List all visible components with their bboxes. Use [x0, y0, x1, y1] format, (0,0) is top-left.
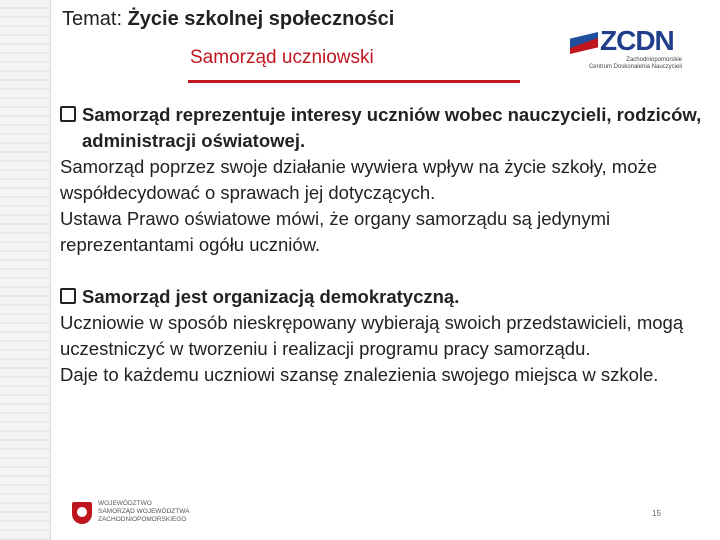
voivodeship-logo: [72, 500, 212, 526]
page-number: 15: [652, 509, 661, 518]
bullet-text-1: Samorząd reprezentuje interesy uczniów wobec nauczycieli, rodziców, administracji oświatowej.: [82, 104, 702, 151]
title-prefix: Temat:: [62, 8, 128, 30]
slide-content: [60, 102, 715, 388]
checkbox-bullet-icon: [60, 288, 76, 304]
bullet-heading-1: [60, 102, 715, 154]
decorative-side-strip: [0, 0, 51, 540]
zcdn-flag-icon: [570, 32, 598, 54]
paragraph-1: Samorząd poprzez swoje działanie wywiera wpływ na życie szkoły, może współdecydować o sprawach jej dotyczących.: [60, 156, 658, 203]
bullet-heading-2: [60, 284, 715, 310]
page-title: [62, 8, 394, 31]
footer-line-3: ZACHODNIOPOMORSKIEGO: [98, 516, 187, 523]
footer-line-2: SAMORZĄD WOJEWÓDZTWA: [98, 508, 190, 515]
voivodeship-logo-text: [98, 500, 189, 524]
paragraph-3: Uczniowie w sposób nieskrępowany wybierają swoich przedstawicieli, mogą uczestniczyć w tworzeniu i realizacji programu pracy samorządu.: [60, 312, 684, 359]
zcdn-logo-subtitle: [570, 57, 682, 71]
title-divider: [188, 80, 520, 83]
checkbox-bullet-icon: [60, 106, 76, 122]
zcdn-subtitle-line1: Zachodniopomorskie: [626, 57, 682, 63]
zcdn-logo-text: ZCDN: [600, 25, 674, 56]
zcdn-logo: [570, 26, 682, 74]
spacer: [60, 258, 715, 284]
footer-line-1: WOJEWÓDZTWO: [98, 500, 152, 507]
paragraph-2: Ustawa Prawo oświatowe mówi, że organy samorządu są jedynymi reprezentantami ogółu uczniów.: [60, 208, 611, 255]
title-topic: Życie szkolnej społeczności: [127, 8, 395, 30]
zcdn-subtitle-line2: Centrum Doskonalenia Nauczycieli: [588, 64, 682, 70]
page-subtitle: Samorząd uczniowski: [190, 47, 374, 68]
griffin-emblem-icon: [72, 502, 92, 524]
paragraph-4: Daje to każdemu uczniowi szansę znalezienia swojego miejsca w szkole.: [60, 364, 659, 385]
bullet-text-2: Samorząd jest organizacją demokratyczną.: [82, 286, 460, 307]
